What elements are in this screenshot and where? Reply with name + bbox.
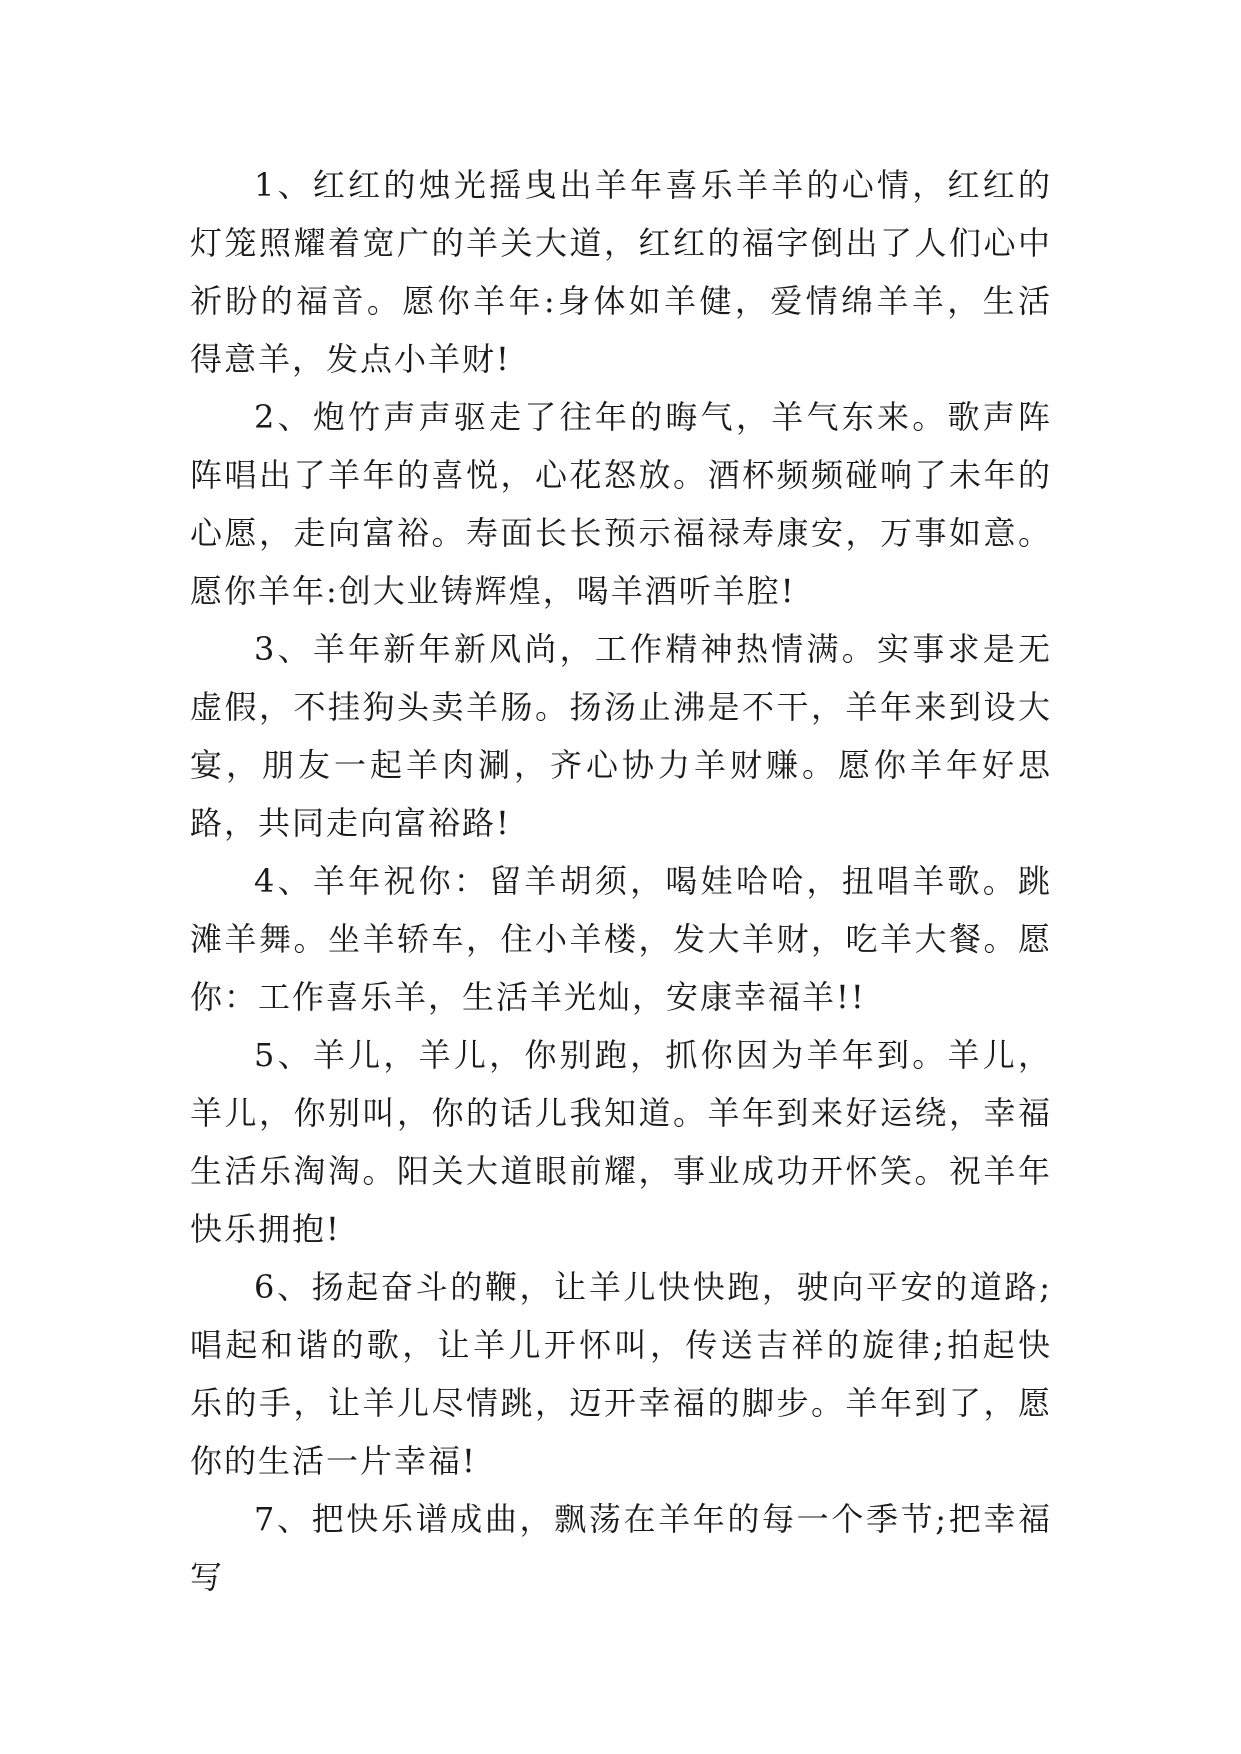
paragraph-2: 2、炮竹声声驱走了往年的晦气，羊气东来。歌声阵阵唱出了羊年的喜悦，心花怒放。酒杯频频碰响了未年的心愿，走向富裕。寿面长长预示福禄寿康安，万事如意。愿你羊年:创大业铸辉煌，喝羊酒听羊腔! xyxy=(190,398,1052,610)
paragraph-7: 7、把快乐谱成曲，飘荡在羊年的每一个季节;把幸福写 xyxy=(190,1500,1052,1596)
paragraph-6: 6、扬起奋斗的鞭，让羊儿快快跑，驶向平安的道路;唱起和谐的歌，让羊儿开怀叫，传送吉祥的旋律;拍起快乐的手，让羊儿尽情跳，迈开幸福的脚步。羊年到了，愿你的生活一片幸福! xyxy=(190,1268,1052,1480)
paragraph-1: 1、红红的烛光摇曳出羊年喜乐羊羊的心情，红红的灯笼照耀着宽广的羊关大道，红红的福字倒出了人们心中祈盼的福音。愿你羊年:身体如羊健，爱情绵羊羊，生活得意羊，发点小羊财! xyxy=(190,166,1052,378)
paragraph-4: 4、羊年祝你：留羊胡须，喝娃哈哈，扭唱羊歌。跳滩羊舞。坐羊轿车，住小羊楼，发大羊财，吃羊大餐。愿你：工作喜乐羊，生活羊光灿，安康幸福羊!! xyxy=(190,862,1052,1016)
document-body xyxy=(190,156,1052,1606)
paragraph-5: 5、羊儿，羊儿，你别跑，抓你因为羊年到。羊儿，羊儿，你别叫，你的话儿我知道。羊年到来好运绕，幸福生活乐淘淘。阳关大道眼前耀，事业成功开怀笑。祝羊年快乐拥抱! xyxy=(190,1036,1052,1248)
paragraph-3: 3、羊年新年新风尚，工作精神热情满。实事求是无虚假，不挂狗头卖羊肠。扬汤止沸是不干，羊年来到设大宴，朋友一起羊肉涮，齐心协力羊财赚。愿你羊年好思路，共同走向富裕路! xyxy=(190,630,1052,842)
